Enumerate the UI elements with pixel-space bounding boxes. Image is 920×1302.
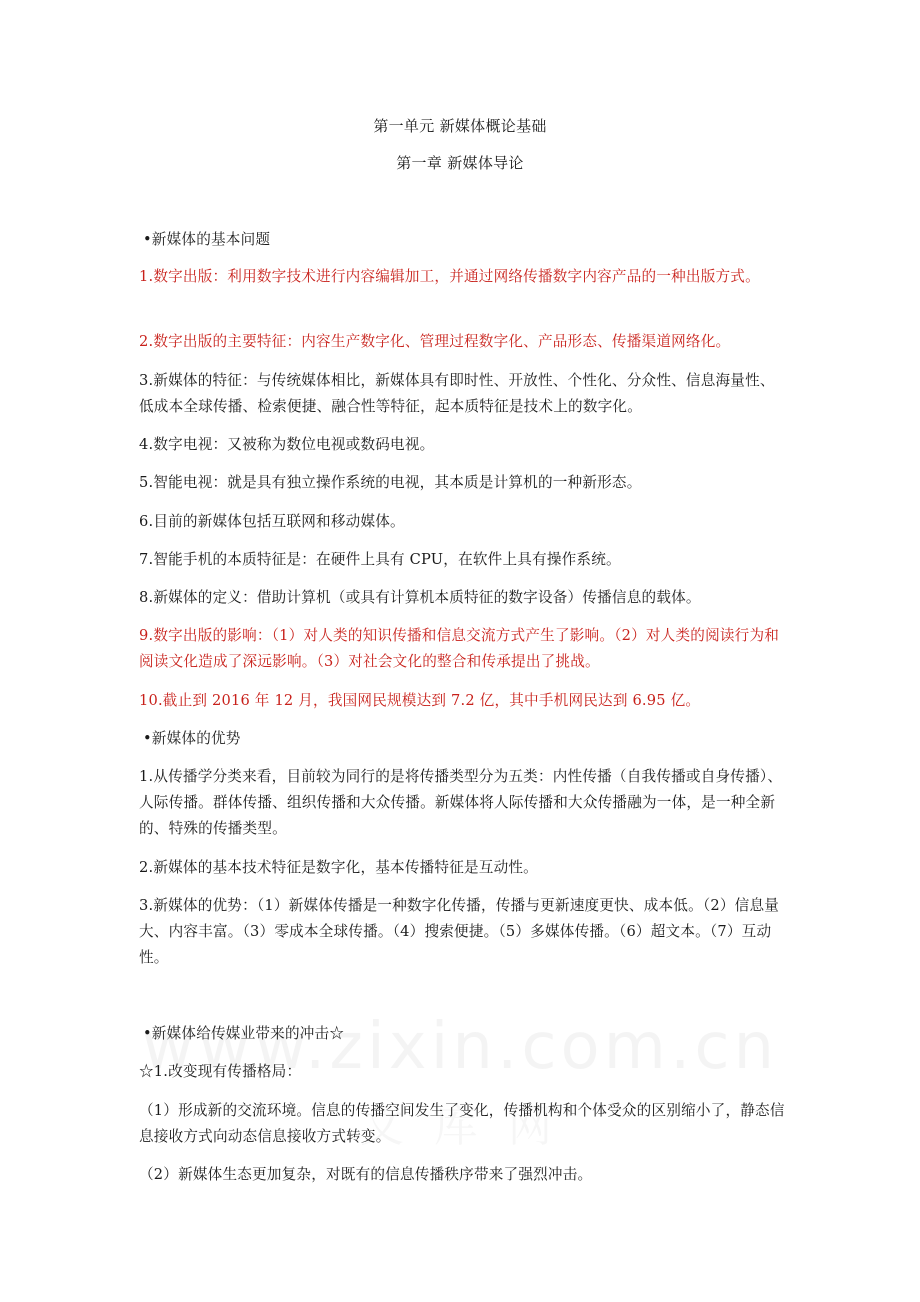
section-heading-impact: •新媒体给传媒业带来的冲击☆ [143, 1025, 345, 1042]
section-heading-basic-questions: •新媒体的基本问题 [143, 231, 271, 248]
paragraph-6: 6.目前的新媒体包括互联网和移动媒体。 [139, 513, 405, 530]
paragraph-3: 3.新媒体的特征：与传统媒体相比，新媒体具有即时性、开放性、个性化、分众性、信息海量性、低成本全球传播、检索便捷、融合性等特征，起本质特征是技术上的数字化。 [139, 372, 775, 415]
paragraph-7: 7.智能手机的本质特征是：在硬件上具有 CPU，在软件上具有操作系统。 [139, 551, 621, 568]
paragraph-9: 9.数字出版的影响：（1）对人类的知识传播和信息交流方式产生了影响。（2）对人类的阅读行为和阅读文化造成了深远影响。（3）对社会文化的整合和传承提出了挑战。 [139, 627, 780, 670]
impact-subheading: ☆1.改变现有传播格局： [139, 1063, 302, 1080]
paragraph-5: 5.智能电视：就是具有独立操作系统的电视，其本质是计算机的一种新形态。 [139, 474, 642, 491]
section-heading-advantages: •新媒体的优势 [143, 730, 241, 747]
advantage-paragraph-1: 1.从传播学分类来看，目前较为同行的是将传播类型分为五类：内性传播（自我传播或自身传播）、人际传播。群体传播、组织传播和大众传播。新媒体将人际传播和大众传播融为一体，是一种全新的、特殊的传播类型。 [139, 768, 783, 837]
impact-paragraph-1: （1）形成新的交流环境。信息的传播空间发生了变化，传播机构和个体受众的区别缩小了，静态信息接收方式向动态信息接收方式转变。 [139, 1102, 785, 1145]
advantage-paragraph-3: 3.新媒体的优势：（1）新媒体传播是一种数字化传播，传播与更新速度更快、成本低。（2）信息量大、内容丰富。（3）零成本全球传播。（4）搜索便捷。（5）多媒体传播。（6）超文本。（7）互动性。 [139, 897, 780, 966]
advantage-paragraph-2: 2.新媒体的基本技术特征是数字化，基本传播特征是互动性。 [139, 859, 538, 876]
chapter-title: 第一章 新媒体导论 [396, 154, 524, 172]
paragraph-4: 4.数字电视：又被称为数位电视或数码电视。 [139, 436, 435, 453]
paragraph-10: 10.截止到 2016 年 12 月，我国网民规模达到 7.2 亿，其中手机网民达到 6.95 亿。 [139, 692, 701, 709]
paragraph-1: 1.数字出版：利用数字技术进行内容编辑加工，并通过网络传播数字内容产品的一种出版方式。 [139, 268, 760, 285]
paragraph-2: 2.数字出版的主要特征：内容生产数字化、管理过程数字化、产品形态、传播渠道网络化。 [139, 333, 731, 350]
unit-title: 第一单元 新媒体概论基础 [373, 117, 547, 135]
impact-paragraph-2: （2）新媒体生态更加复杂，对既有的信息传播秩序带来了强烈冲击。 [139, 1166, 593, 1183]
paragraph-8: 8.新媒体的定义：借助计算机（或具有计算机本质特征的数字设备）传播信息的载体。 [139, 589, 701, 606]
